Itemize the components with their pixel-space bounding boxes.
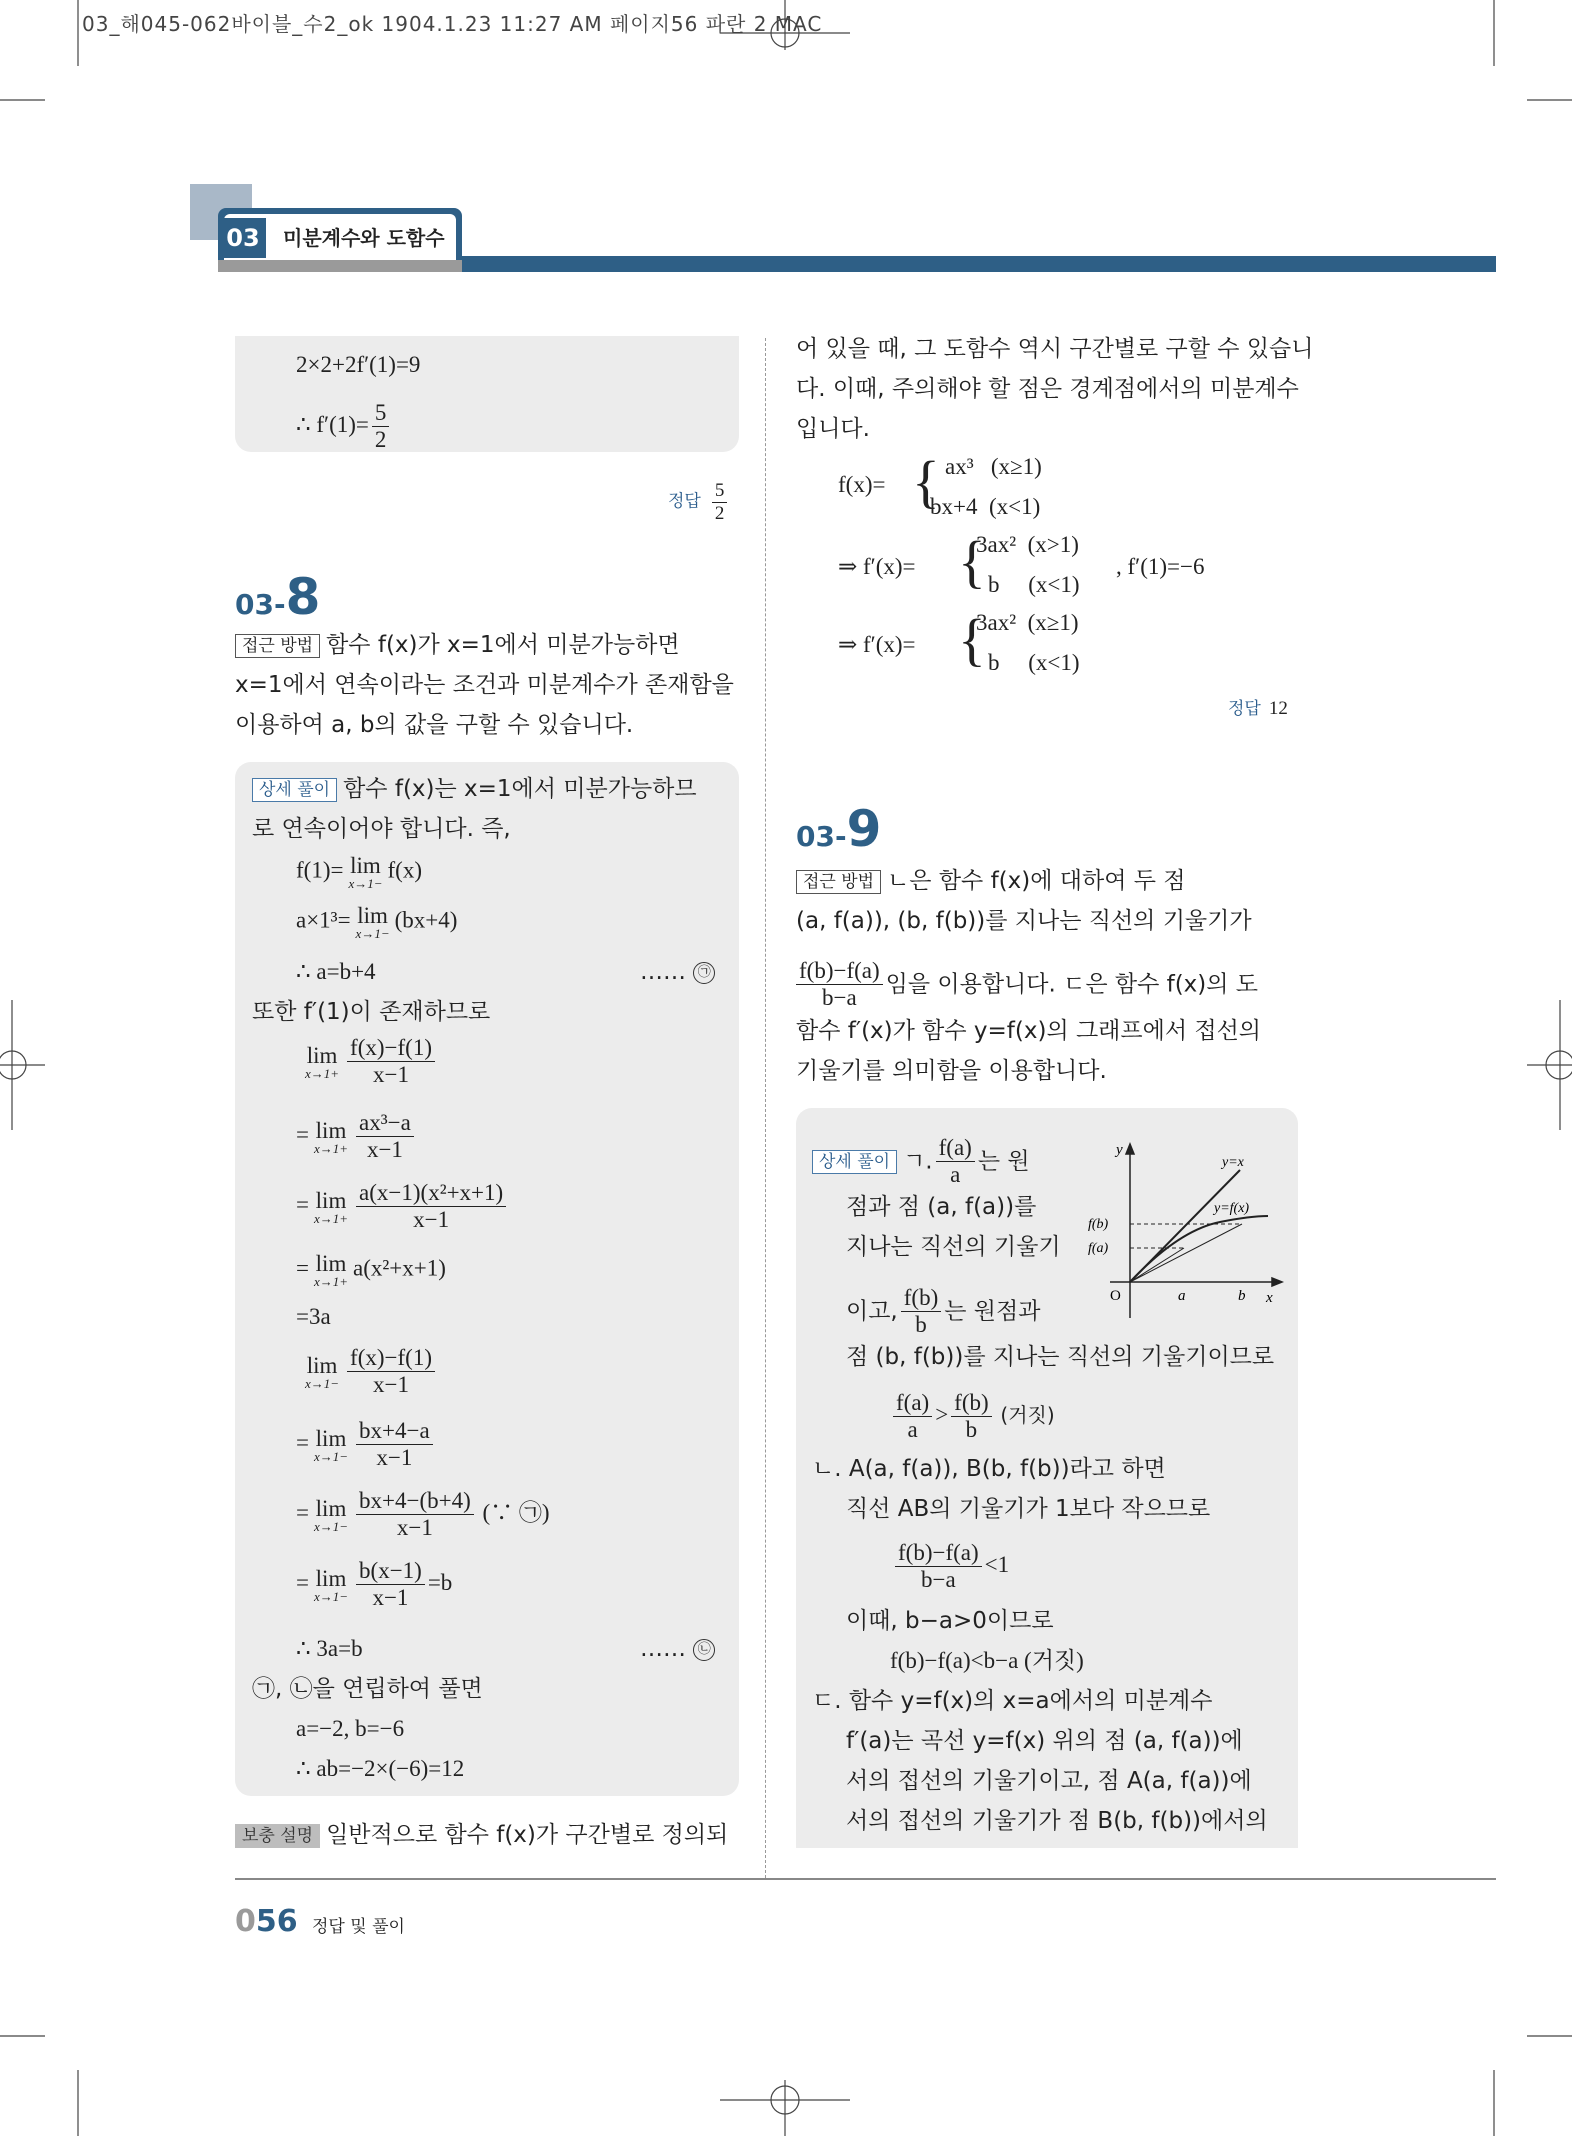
chord-b [1130,1224,1242,1282]
result-2: ∴ ab=−2×(−6)=12 [296,1756,465,1781]
graph-origin: O [1110,1288,1121,1304]
cont-line-2: 다. 이때, 주의해야 할 점은 경계점에서의 미분계수 [796,376,1299,402]
g-line-2: 점과 점 (a, f(a))를 [846,1194,1037,1220]
d-line-3: 서의 접선의 기울기이고, 점 A(a, f(a))에 [846,1768,1252,1794]
footer-label: 정답 및 풀이 [312,1917,405,1937]
graph-y-label: y [1116,1142,1123,1158]
approach9-line-1: 접근 방법 ㄴ은 함수 f(x)에 대하여 두 점 [796,866,1185,896]
approach-line-1: 접근 방법 함수 f(x)가 x=1에서 미분가능하면 [235,630,680,660]
n-line-5: f(b)−f(a)<b−a (거짓) [890,1648,1084,1673]
eq-left-lim-4: = lim x→1− $\frac{b(x-1)}{x-1}$ =b [296,1558,453,1611]
n-line-4: 이때, b−a>0이므로 [846,1608,1054,1634]
graph-x-label: x [1266,1290,1273,1306]
eq-left-lim-2: = lim x→1− $\frac{bx+4-a}{x-1}$ [296,1418,436,1472]
x-axis-arrow [1272,1278,1282,1286]
d-line-1: ㄷ. 함수 y=f(x)의 x=a에서의 미분계수 [812,1688,1213,1714]
detail-line-1: 상세 풀이 함수 f(x)는 x=1에서 미분가능하므 [252,774,697,804]
g-line-4: 이고, $\frac{f(b)}{b}$ 는 원점과 [846,1285,1041,1338]
supplement-line: 보충 설명 일반적으로 함수 f(x)가 구간별로 정의되 [235,1820,728,1850]
approach-line-3: 이용하여 a, b의 값을 구할 수 있습니다. [235,712,634,738]
approach-tag: 접근 방법 [235,634,320,658]
slope-graph [1080,1140,1290,1320]
approach9-line-5: 기울기를 의미함을 이용합니다. [796,1058,1107,1084]
brace-3: { [958,607,986,672]
eq-top-2: ∴ f′(1)= $\frac{5}{2}$ [296,400,392,454]
approach-tag-9: 접근 방법 [796,870,881,894]
graph-a-label: a [1178,1288,1186,1304]
piecewise-2: ⇒ f′(x)= [838,554,916,579]
solve-line: ㉠, ㉡을 연립하여 풀면 [252,1676,483,1702]
graph-fb-label: f(b) [1088,1217,1109,1232]
detail-tag-9: 상세 풀이 [812,1150,897,1174]
cont-line-3: 입니다. [796,416,870,442]
answer-03-8: 정답 12 [1228,698,1288,719]
n-line-2: 직선 AB의 기울기가 1보다 작으므로 [846,1496,1211,1522]
graph-b-label: b [1238,1288,1246,1304]
column-divider [765,338,766,1878]
n-ineq: $\frac{f(b)-f(a)}{b-a}$ <1 [892,1540,1009,1594]
result-1: a=−2, b=−6 [296,1716,405,1741]
problem-number-9: 03-9 [796,800,882,858]
header-bar-gray [218,260,462,272]
eq-right-lim-3: = lim x→1+ $\frac{\text{a(x−1)(x²+x+1)}}{x-1}$ [296,1180,509,1234]
chapter-number: 03 [220,218,266,258]
answer-03-7: 정답 $\frac{5}{2}$ [668,480,730,525]
g-ineq: $\frac{f(a)}{a}$ > $\frac{f(b)}{b}$ (거짓) [890,1390,1055,1444]
supplement-tag: 보충 설명 [235,1824,320,1848]
curve-f [1130,1216,1268,1282]
piecewise-1: f(x)= [838,472,886,497]
brace-1: { [912,449,940,514]
piecewise-3a: 3ax² (x≥1) [976,610,1079,635]
detail-tag: 상세 풀이 [252,778,337,802]
problem-number-8: 03-8 [235,568,321,626]
graph-yfx-label: y=f(x) [1214,1201,1250,1216]
eq-right-lim-5: =3a [296,1304,331,1329]
graph-yx-label: y=x [1222,1155,1244,1170]
piecewise-2a: 3ax² (x>1) [976,532,1079,557]
eq-right-lim-4: = lim x→1+ a(x²+x+1) [296,1251,446,1289]
footer-rule [235,1878,1496,1880]
page-number: 056 [235,1904,298,1939]
piecewise-2b: b (x<1) [988,572,1080,597]
approach9-line-4: 함수 f′(x)가 함수 y=f(x)의 그래프에서 접선의 [796,1018,1262,1044]
y-axis-arrow [1126,1144,1134,1154]
g-line-1: 상세 풀이 ㄱ. $\frac{f(a)}{a}$ 는 원 [812,1135,1030,1189]
eq-right-lim-2: = lim x→1+ $\frac{\text{ax³−a}}{x-1}$ [296,1110,417,1164]
piecewise-2-tail: , f′(1)=−6 [1116,554,1205,579]
g-line-3: 지나는 직선의 기울기 [846,1234,1061,1260]
g-line-5: 점 (b, f(b))를 지나는 직선의 기울기이므로 [846,1344,1275,1370]
marker-2: …… ㉡ [640,1634,715,1664]
approach9-line-3: $\frac{f(b)-f(a)}{b-a}$ 임을 이용합니다. ㄷ은 함수 f(x)의 도 [796,958,1258,1012]
eq-left-lim-1: lim x→1− $\frac{f(x)-f(1)}{x-1}$ [300,1345,438,1399]
eq-3a-b: ∴ 3a=b [296,1636,363,1661]
piecewise-1b: bx+4 (x<1) [930,494,1041,519]
approach-line-2: x=1에서 연속이라는 조건과 미분계수가 존재함을 [235,672,734,698]
piecewise-1a: ax³ (x≥1) [945,454,1042,479]
n-line-1: ㄴ. A(a, f(a)), B(b, f(b))라고 하면 [812,1456,1166,1482]
d-line-4: 서의 접선의 기울기가 점 B(b, f(b))에서의 [846,1808,1268,1834]
marker-1: …… ㉠ [640,957,715,987]
also-line: 또한 f′(1)이 존재하므로 [252,999,491,1025]
approach9-line-2: (a, f(a)), (b, f(b))를 지나는 직선의 기울기가 [796,908,1252,934]
header-bar [462,256,1496,272]
brace-2: { [958,529,986,594]
eq-right-lim-1: lim x→1+ $\frac{f(x)-f(1)}{x-1}$ [300,1035,438,1089]
chapter-title: 미분계수와 도함수 [283,226,445,250]
graph-fa-label: f(a) [1088,1241,1109,1256]
eq-top-1: 2×2+2f′(1)=9 [296,352,421,377]
eq-continuity-2: a×1³= lim x→1− (bx+4) [296,903,458,941]
piecewise-3: ⇒ f′(x)= [838,632,916,657]
eq-continuity-3: ∴ a=b+4 [296,959,376,984]
cont-line-1: 어 있을 때, 그 도함수 역시 구간별로 구할 수 있습니 [796,336,1314,362]
detail-line-2: 로 연속이어야 합니다. 즉, [252,816,511,842]
piecewise-3b: b (x<1) [988,650,1080,675]
print-slug: 03_해045-062바이블_수2_ok 1904.1.23 11:27 AM 페이지56 파란 2 MAC [82,12,823,36]
d-line-2: f′(a)는 곡선 y=f(x) 위의 점 (a, f(a))에 [846,1728,1243,1754]
eq-left-lim-3: = lim x→1− $\frac{bx+4-(b+4)}{x-1}$ (∵ ㉠) [296,1488,550,1541]
eq-continuity-1: f(1)= lim x→1− f(x) [296,853,422,891]
